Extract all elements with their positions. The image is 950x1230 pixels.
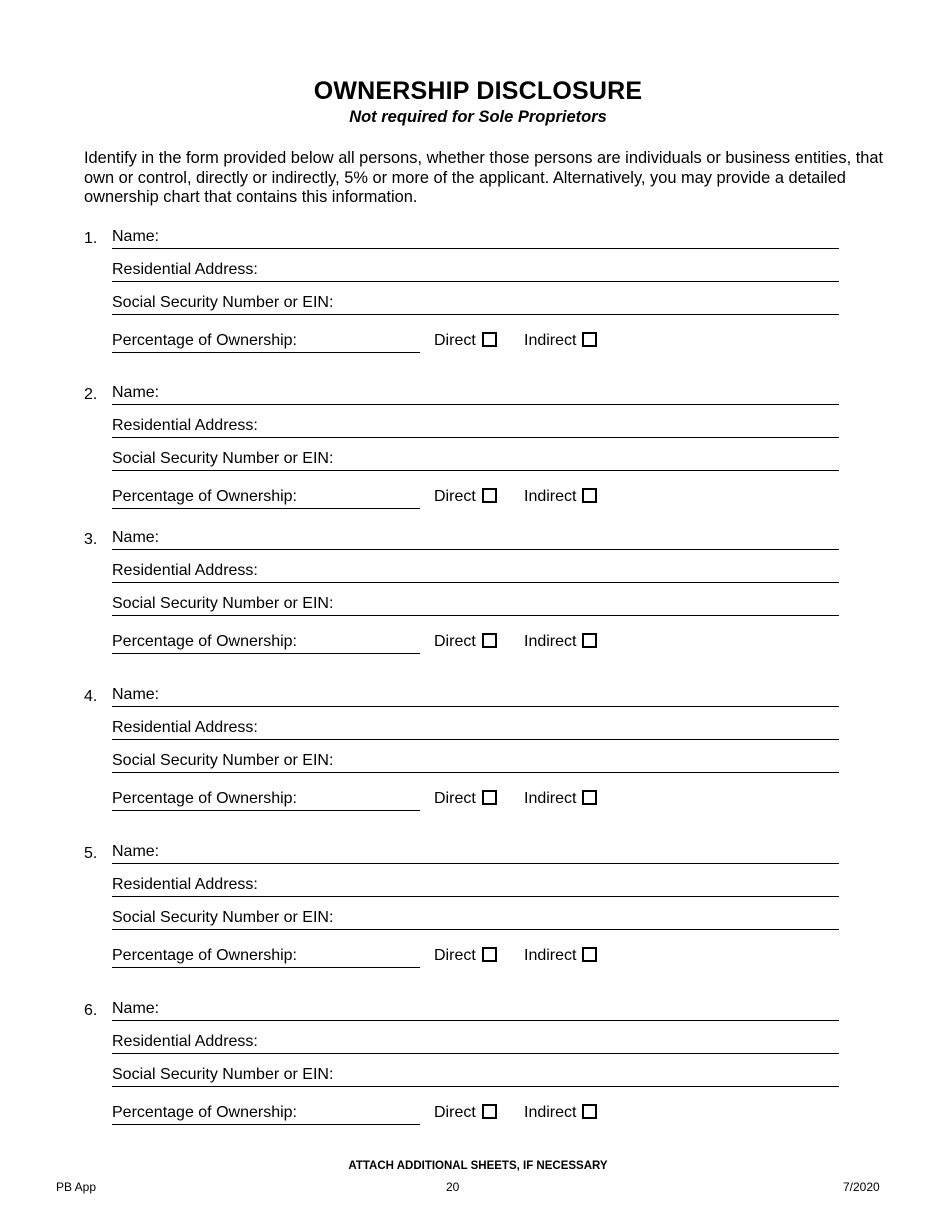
- percentage-line: [112, 967, 420, 968]
- residential-address-line: [112, 1053, 839, 1054]
- name-label: Name:: [112, 228, 160, 245]
- ssn-ein-field[interactable]: [112, 908, 839, 930]
- entry-number: 5.: [84, 845, 98, 862]
- percentage-label: Percentage of Ownership:: [112, 488, 297, 505]
- name-label: Name:: [112, 384, 160, 401]
- indirect-checkbox[interactable]: [524, 633, 597, 651]
- checkbox-icon[interactable]: [582, 488, 597, 503]
- indirect-checkbox[interactable]: [524, 488, 597, 506]
- checkbox-icon[interactable]: [482, 332, 497, 347]
- name-line: [112, 404, 839, 405]
- ssn-ein-line: [112, 772, 839, 773]
- page-subtitle: Not required for Sole Proprietors: [349, 108, 607, 126]
- direct-label: Direct: [434, 488, 476, 505]
- indirect-label: Indirect: [524, 790, 577, 807]
- name-line: [112, 1020, 839, 1021]
- indirect-label: Indirect: [524, 1104, 577, 1121]
- ssn-ein-label: Social Security Number or EIN:: [112, 450, 334, 467]
- footer-date: 7/2020: [843, 1180, 880, 1194]
- residential-address-label: Residential Address:: [112, 719, 258, 736]
- ssn-ein-label: Social Security Number or EIN:: [112, 752, 334, 769]
- ssn-ein-line: [112, 1086, 839, 1087]
- percentage-field[interactable]: [112, 789, 420, 811]
- ssn-ein-field[interactable]: [112, 594, 839, 616]
- residential-address-field[interactable]: [112, 1032, 839, 1054]
- residential-address-field[interactable]: [112, 416, 839, 438]
- ssn-ein-field[interactable]: [112, 751, 839, 773]
- indirect-checkbox[interactable]: [524, 790, 597, 808]
- ssn-ein-line: [112, 314, 839, 315]
- percentage-label: Percentage of Ownership:: [112, 947, 297, 964]
- percentage-line: [112, 653, 420, 654]
- entry-number: 3.: [84, 531, 98, 548]
- percentage-label: Percentage of Ownership:: [112, 633, 297, 650]
- direct-checkbox[interactable]: [434, 947, 497, 965]
- percentage-label: Percentage of Ownership:: [112, 790, 297, 807]
- ssn-ein-field[interactable]: [112, 293, 839, 315]
- direct-label: Direct: [434, 947, 476, 964]
- name-line: [112, 248, 839, 249]
- residential-address-field[interactable]: [112, 875, 839, 897]
- residential-address-field[interactable]: [112, 718, 839, 740]
- percentage-field[interactable]: [112, 946, 420, 968]
- indirect-label: Indirect: [524, 332, 577, 349]
- percentage-line: [112, 810, 420, 811]
- checkbox-icon[interactable]: [482, 633, 497, 648]
- direct-label: Direct: [434, 1104, 476, 1121]
- direct-label: Direct: [434, 790, 476, 807]
- intro-paragraph: Identify in the form provided below all persons, whether those persons are individuals or business entities, that own or control, directly or indirectly, 5% or more of the applicant. Alternatively, you may provide a detailed ownership chart that contains this information.: [84, 149, 884, 207]
- percentage-line: [112, 508, 420, 509]
- entry-number: 4.: [84, 688, 98, 705]
- checkbox-icon[interactable]: [482, 790, 497, 805]
- ssn-ein-field[interactable]: [112, 1065, 839, 1087]
- indirect-checkbox[interactable]: [524, 947, 597, 965]
- percentage-line: [112, 352, 420, 353]
- ssn-ein-line: [112, 470, 839, 471]
- indirect-label: Indirect: [524, 633, 577, 650]
- checkbox-icon[interactable]: [582, 790, 597, 805]
- ssn-ein-label: Social Security Number or EIN:: [112, 909, 334, 926]
- residential-address-label: Residential Address:: [112, 417, 258, 434]
- indirect-label: Indirect: [524, 488, 577, 505]
- checkbox-icon[interactable]: [482, 488, 497, 503]
- residential-address-label: Residential Address:: [112, 876, 258, 893]
- residential-address-label: Residential Address:: [112, 261, 258, 278]
- ssn-ein-label: Social Security Number or EIN:: [112, 1066, 334, 1083]
- checkbox-icon[interactable]: [582, 332, 597, 347]
- percentage-label: Percentage of Ownership:: [112, 1104, 297, 1121]
- percentage-field[interactable]: [112, 1103, 420, 1125]
- page-title: OWNERSHIP DISCLOSURE: [313, 77, 643, 105]
- direct-checkbox[interactable]: [434, 790, 497, 808]
- direct-checkbox[interactable]: [434, 332, 497, 350]
- direct-label: Direct: [434, 332, 476, 349]
- residential-address-field[interactable]: [112, 260, 839, 282]
- checkbox-icon[interactable]: [582, 633, 597, 648]
- ssn-ein-line: [112, 615, 839, 616]
- footer-left: PB App: [56, 1180, 97, 1194]
- name-field[interactable]: [112, 227, 839, 249]
- residential-address-line: [112, 437, 839, 438]
- ssn-ein-label: Social Security Number or EIN:: [112, 595, 334, 612]
- page-number: 20: [446, 1180, 460, 1194]
- name-label: Name:: [112, 529, 160, 546]
- percentage-label: Percentage of Ownership:: [112, 332, 297, 349]
- name-label: Name:: [112, 686, 160, 703]
- direct-checkbox[interactable]: [434, 633, 497, 651]
- ssn-ein-line: [112, 929, 839, 930]
- ssn-ein-field[interactable]: [112, 449, 839, 471]
- name-field[interactable]: [112, 383, 839, 405]
- name-field[interactable]: [112, 999, 839, 1021]
- direct-checkbox[interactable]: [434, 488, 497, 506]
- attach-note: ATTACH ADDITIONAL SHEETS, IF NECESSARY: [348, 1160, 608, 1172]
- residential-address-line: [112, 281, 839, 282]
- residential-address-line: [112, 739, 839, 740]
- name-field[interactable]: [112, 528, 839, 550]
- residential-address-label: Residential Address:: [112, 1033, 258, 1050]
- direct-label: Direct: [434, 633, 476, 650]
- entry-number: 6.: [84, 1002, 98, 1019]
- percentage-field[interactable]: [112, 632, 420, 654]
- name-label: Name:: [112, 843, 160, 860]
- percentage-field[interactable]: [112, 331, 420, 353]
- checkbox-icon[interactable]: [582, 947, 597, 962]
- name-label: Name:: [112, 1000, 160, 1017]
- residential-address-line: [112, 582, 839, 583]
- residential-address-label: Residential Address:: [112, 562, 258, 579]
- entry-number: 1.: [84, 230, 98, 247]
- residential-address-field[interactable]: [112, 561, 839, 583]
- entry-number: 2.: [84, 386, 98, 403]
- ssn-ein-label: Social Security Number or EIN:: [112, 294, 334, 311]
- checkbox-icon[interactable]: [482, 947, 497, 962]
- residential-address-line: [112, 896, 839, 897]
- direct-checkbox[interactable]: [434, 1104, 497, 1122]
- percentage-field[interactable]: [112, 487, 420, 509]
- indirect-checkbox[interactable]: [524, 1104, 597, 1122]
- name-line: [112, 549, 839, 550]
- percentage-line: [112, 1124, 420, 1125]
- name-line: [112, 706, 839, 707]
- name-field[interactable]: [112, 842, 839, 864]
- checkbox-icon[interactable]: [582, 1104, 597, 1119]
- indirect-checkbox[interactable]: [524, 332, 597, 350]
- name-line: [112, 863, 839, 864]
- name-field[interactable]: [112, 685, 839, 707]
- indirect-label: Indirect: [524, 947, 577, 964]
- checkbox-icon[interactable]: [482, 1104, 497, 1119]
